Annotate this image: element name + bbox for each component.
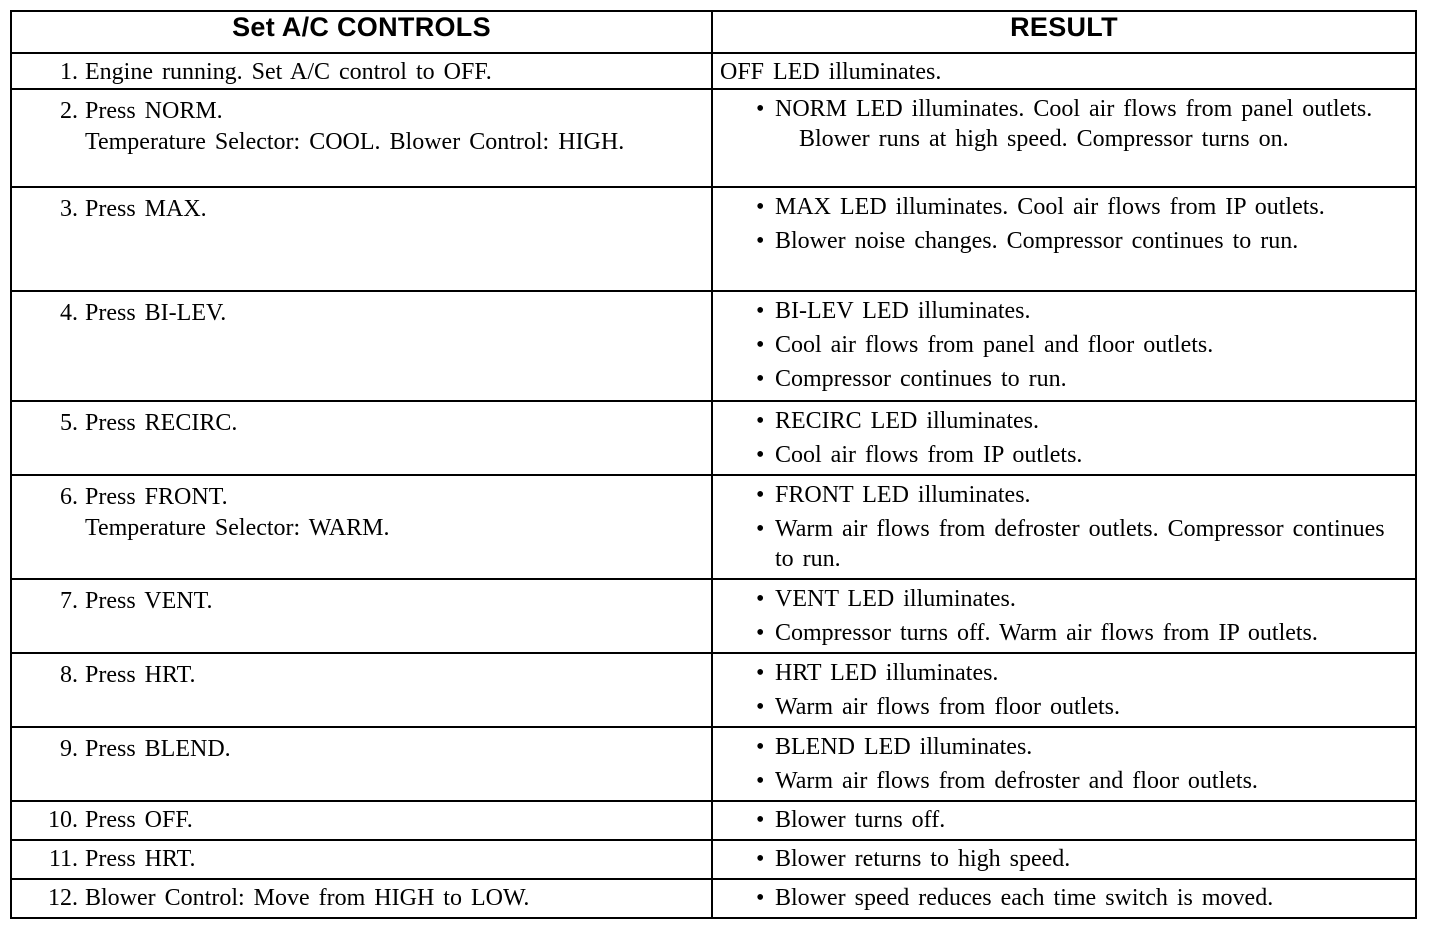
- step-number: 11.: [48, 846, 78, 872]
- result-bullet: • Warm air flows from defroster and floor outlets.: [713, 766, 1407, 796]
- control-cell: [11, 727, 712, 801]
- step-number: 9.: [60, 736, 78, 762]
- step-number: 1.: [60, 59, 78, 85]
- result-cell: [712, 187, 1416, 291]
- result-cell: [712, 53, 1416, 89]
- result-bullet: • VENT LED illuminates.: [713, 584, 1407, 614]
- result-bullet: • NORM LED illuminates. Cool air flows from panel outlets.: [713, 94, 1407, 124]
- ac-controls-table: [10, 10, 1417, 919]
- result-cell: [712, 89, 1416, 187]
- step-number: 12.: [48, 885, 78, 911]
- result-cell: [712, 840, 1416, 879]
- control-text: Press RECIRC.: [85, 410, 238, 436]
- table-row: [11, 89, 1416, 187]
- result-text: OFF LED illuminates.: [720, 59, 942, 85]
- control-text: Press FRONT.: [85, 484, 228, 510]
- result-bullet: • Cool air flows from panel and floor outlets.: [713, 330, 1407, 360]
- result-cell: [712, 401, 1416, 475]
- result-bullet: • Compressor turns off. Warm air flows from IP outlets.: [713, 618, 1407, 648]
- table-row: [11, 401, 1416, 475]
- result-bullet: • Blower noise changes. Compressor continues to run.: [713, 226, 1407, 256]
- control-text: Press VENT.: [85, 588, 213, 614]
- header-result: RESULT: [712, 11, 1416, 53]
- control-text: Press MAX.: [85, 196, 207, 222]
- table-row: [11, 579, 1416, 653]
- header-controls: Set A/C CONTROLS: [11, 11, 712, 53]
- step-number: 8.: [60, 662, 78, 688]
- result-bullet: • Compressor continues to run.: [713, 364, 1407, 394]
- result-cell: [712, 727, 1416, 801]
- step-number: 5.: [60, 410, 78, 436]
- control-text: Press HRT.: [85, 846, 196, 872]
- result-bullet: • BI-LEV LED illuminates.: [713, 296, 1407, 326]
- control-text: Engine running. Set A/C control to OFF.: [85, 59, 492, 85]
- result-cell: [712, 579, 1416, 653]
- control-cell: [11, 291, 712, 401]
- control-cell: [11, 475, 712, 579]
- result-cell: [712, 801, 1416, 840]
- control-text: Press BI-LEV.: [85, 300, 227, 326]
- control-cell: [11, 53, 712, 89]
- step-number: 3.: [60, 196, 78, 222]
- table-row: [11, 653, 1416, 727]
- control-text: Press OFF.: [85, 807, 193, 833]
- result-bullet: • HRT LED illuminates.: [713, 658, 1407, 688]
- table-row: [11, 187, 1416, 291]
- step-number: 4.: [60, 300, 78, 326]
- control-text: Temperature Selector: WARM.: [85, 515, 390, 541]
- result-bullet: • Warm air flows from floor outlets.: [713, 692, 1407, 722]
- result-cell: [712, 475, 1416, 579]
- result-bullet: • Warm air flows from defroster outlets. Compressor continues to run.: [713, 514, 1407, 574]
- table-row: [11, 727, 1416, 801]
- step-number: 7.: [60, 588, 78, 614]
- result-bullet: • Blower speed reduces each time switch is moved.: [713, 883, 1407, 913]
- result-cell: [712, 653, 1416, 727]
- result-bullet: • BLEND LED illuminates.: [713, 732, 1407, 762]
- result-bullet: • Cool air flows from IP outlets.: [713, 440, 1407, 470]
- result-bullet: • Blower turns off.: [713, 805, 1407, 835]
- table-row: [11, 801, 1416, 840]
- control-text: Press HRT.: [85, 662, 196, 688]
- step-number: 10.: [48, 807, 78, 833]
- control-cell: [11, 879, 712, 918]
- control-cell: [11, 401, 712, 475]
- control-cell: [11, 187, 712, 291]
- step-number: 2.: [60, 98, 78, 124]
- control-cell: [11, 653, 712, 727]
- result-bullet: • RECIRC LED illuminates.: [713, 406, 1407, 436]
- result-cell: [712, 291, 1416, 401]
- control-text: Press NORM.: [85, 98, 223, 124]
- result-text: Blower runs at high speed. Compressor turns on.: [799, 126, 1289, 152]
- control-text: Press BLEND.: [85, 736, 231, 762]
- control-text: Blower Control: Move from HIGH to LOW.: [85, 885, 530, 911]
- table-row: [11, 840, 1416, 879]
- control-cell: [11, 840, 712, 879]
- result-bullet: • MAX LED illuminates. Cool air flows from IP outlets.: [713, 192, 1407, 222]
- result-bullet: • FRONT LED illuminates.: [713, 480, 1407, 510]
- table-row: [11, 53, 1416, 89]
- control-text: Temperature Selector: COOL. Blower Control: HIGH.: [85, 129, 625, 155]
- table-row: [11, 291, 1416, 401]
- control-cell: [11, 89, 712, 187]
- table-row: [11, 475, 1416, 579]
- table-row: [11, 879, 1416, 918]
- header-row: [11, 11, 1416, 53]
- result-bullet: • Blower returns to high speed.: [713, 844, 1407, 874]
- control-cell: [11, 801, 712, 840]
- control-cell: [11, 579, 712, 653]
- step-number: 6.: [60, 484, 78, 510]
- result-cell: [712, 879, 1416, 918]
